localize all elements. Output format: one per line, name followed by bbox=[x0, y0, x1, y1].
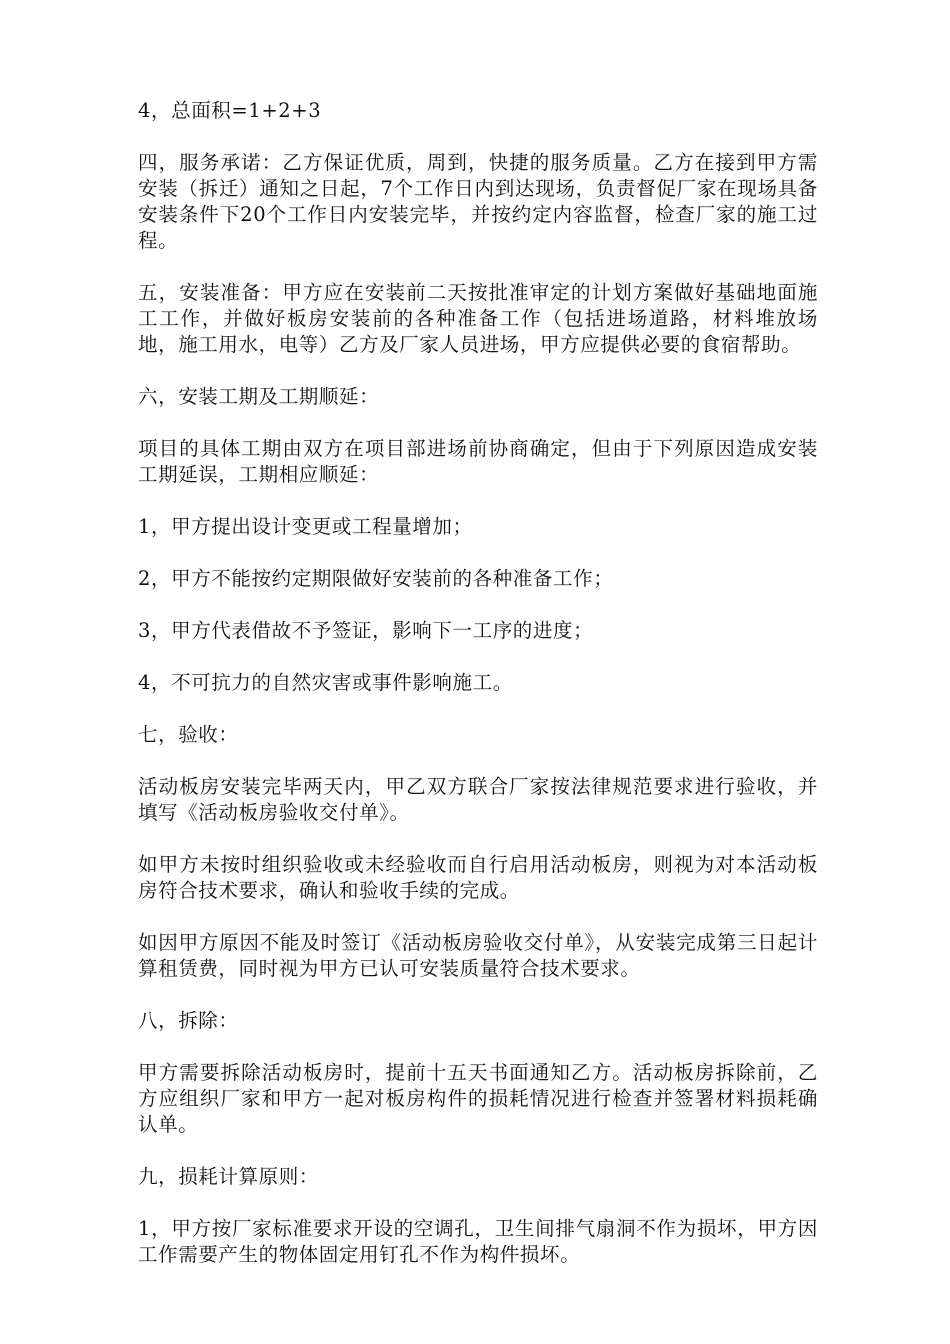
paragraph-acceptance: 如甲方未按时组织验收或未经验收而自行启用活动板房，则视为对本活动板房符合技术要求，确认和验收手续的完成。 bbox=[138, 853, 818, 902]
list-item-delay-reason: 2，甲方不能按约定期限做好安装前的各种准备工作； bbox=[138, 567, 614, 590]
paragraph-acceptance: 如因甲方原因不能及时签订《活动板房验收交付单》，从安装完成第三日起计算租赁费，同时视为甲方已认可安装质量符合技术要求。 bbox=[138, 931, 818, 980]
paragraph-acceptance: 活动板房安装完毕两天内，甲乙双方联合厂家按法律规范要求进行验收，并填写《活动板房验收交付单》。 bbox=[138, 775, 818, 824]
heading-loss-calculation: 九，损耗计算原则： bbox=[138, 1165, 319, 1188]
heading-installation-period: 六，安装工期及工期顺延： bbox=[138, 385, 380, 408]
heading-dismantling: 八，拆除： bbox=[138, 1009, 239, 1032]
heading-acceptance: 七，验收： bbox=[138, 723, 239, 746]
paragraph-dismantling: 甲方需要拆除活动板房时，提前十五天书面通知乙方。活动板房拆除前，乙方应组织厂家和甲方一起对板房构件的损耗情况进行检查并签署材料损耗确认单。 bbox=[138, 1061, 818, 1136]
paragraph-total-area: 4，总面积=1+2+3 bbox=[138, 99, 322, 122]
paragraph-service-commitment: 四，服务承诺：乙方保证优质，周到，快捷的服务质量。乙方在接到甲方需安装（拆迁）通知之日起，7个工作日内到达现场，负责督促厂家在现场具备安装条件下20个工作日内安装完毕，并按约定内容监督，检查厂家的施工过程。 bbox=[138, 151, 818, 252]
list-item-delay-reason: 3，甲方代表借故不予签证，影响下一工序的进度； bbox=[138, 619, 594, 642]
document-body bbox=[138, 98, 818, 1294]
paragraph-installation-period: 项目的具体工期由双方在项目部进场前协商确定，但由于下列原因造成安装工期延误，工期相应顺延： bbox=[138, 437, 818, 486]
list-item-delay-reason: 4，不可抗力的自然灾害或事件影响施工。 bbox=[138, 671, 513, 694]
paragraph-loss-calculation: 1，甲方按厂家标准要求开设的空调孔，卫生间排气扇洞不作为损坏，甲方因工作需要产生的物体固定用钉孔不作为构件损坏。 bbox=[138, 1217, 818, 1266]
paragraph-installation-preparation: 五，安装准备：甲方应在安装前二天按批准审定的计划方案做好基础地面施工工作，并做好板房安装前的各种准备工作（包括进场道路，材料堆放场地，施工用水，电等）乙方及厂家人员进场，甲方应提供必要的食宿帮助。 bbox=[138, 281, 818, 356]
list-item-delay-reason: 1，甲方提出设计变更或工程量增加； bbox=[138, 515, 473, 538]
